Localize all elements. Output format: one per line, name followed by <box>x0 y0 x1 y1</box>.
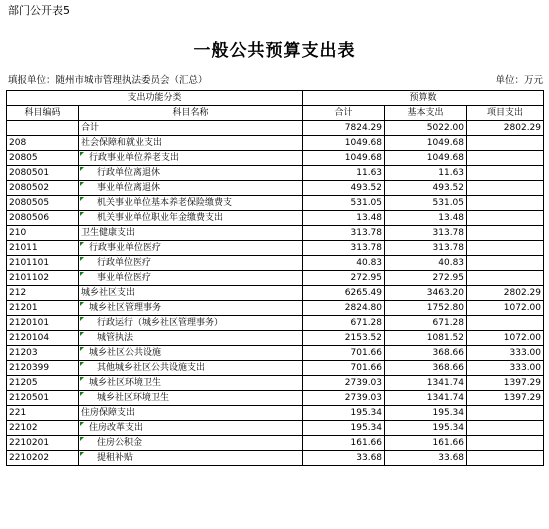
subject-name-cell <box>79 166 303 181</box>
subject-name-cell <box>79 346 303 361</box>
project-expense-cell <box>467 241 544 256</box>
total-amount-cell: 13.48 <box>303 211 385 226</box>
table-row <box>7 316 544 331</box>
basic-expense-cell: 195.34 <box>385 406 467 421</box>
subject-code-cell: 210 <box>7 226 79 241</box>
subject-name-text: 机关事业单位基本养老保险缴费支 <box>97 198 233 208</box>
total-amount-cell: 313.78 <box>303 241 385 256</box>
table-row <box>7 286 544 301</box>
project-expense-cell <box>467 151 544 166</box>
filing-unit: 填报单位：随州市城市管理执法委员会（汇总） <box>8 75 208 86</box>
subject-name-text: 行政运行（城乡社区管理事务） <box>97 318 224 328</box>
subject-name-text: 机关事业单位职业年金缴费支出 <box>97 213 224 223</box>
project-expense-cell <box>467 166 544 181</box>
header-project: 项目支出 <box>467 106 544 121</box>
currency-unit: 单位：万元 <box>495 75 543 86</box>
subject-name-text: 城管执法 <box>97 333 134 343</box>
total-amount-cell: 2153.52 <box>303 331 385 346</box>
project-expense-cell: 333.00 <box>467 361 544 376</box>
total-amount-cell: 701.66 <box>303 346 385 361</box>
subject-name-text: 城乡社区环境卫生 <box>89 378 162 388</box>
subject-code-cell <box>7 121 79 136</box>
subject-code-cell: 2101101 <box>7 256 79 271</box>
basic-expense-cell: 11.63 <box>385 166 467 181</box>
table-row <box>7 376 544 391</box>
total-amount-cell: 33.68 <box>303 451 385 466</box>
comment-marker-icon <box>80 332 84 336</box>
subject-code-cell: 2080505 <box>7 196 79 211</box>
basic-expense-cell: 272.95 <box>385 271 467 286</box>
subject-name-text: 城乡社区支出 <box>81 288 136 298</box>
table-row <box>7 181 544 196</box>
total-amount-cell: 493.52 <box>303 181 385 196</box>
subject-code-cell: 21011 <box>7 241 79 256</box>
subject-name-text: 住房保障支出 <box>81 408 136 418</box>
project-expense-cell: 2802.29 <box>467 121 544 136</box>
subject-name-text: 住房公积金 <box>97 438 143 448</box>
total-amount-cell: 7824.29 <box>303 121 385 136</box>
subject-code-cell: 21205 <box>7 376 79 391</box>
project-expense-cell <box>467 316 544 331</box>
total-amount-cell: 40.83 <box>303 256 385 271</box>
table-row <box>7 331 544 346</box>
subject-name-text: 城乡社区管理事务 <box>89 303 162 313</box>
comment-marker-icon <box>80 212 84 216</box>
subject-name-cell <box>79 331 303 346</box>
project-expense-cell: 333.00 <box>467 346 544 361</box>
project-expense-cell: 2802.29 <box>467 286 544 301</box>
subject-code-cell: 208 <box>7 136 79 151</box>
page-title: 一般公共预算支出表 <box>193 41 356 61</box>
subject-name-cell <box>79 376 303 391</box>
comment-marker-icon <box>80 422 84 426</box>
subject-name-cell <box>79 181 303 196</box>
subject-name-cell <box>79 391 303 406</box>
budget-table <box>6 90 544 466</box>
subject-code-cell: 2101102 <box>7 271 79 286</box>
subject-name-text: 事业单位离退休 <box>97 183 161 193</box>
comment-marker-icon <box>80 302 84 306</box>
table-body <box>7 121 544 466</box>
total-amount-cell: 2739.03 <box>303 391 385 406</box>
project-expense-cell <box>467 181 544 196</box>
subject-name-cell <box>79 226 303 241</box>
subject-code-cell: 2120501 <box>7 391 79 406</box>
comment-marker-icon <box>80 272 84 276</box>
header-code: 科目编码 <box>7 106 79 121</box>
table-row <box>7 301 544 316</box>
comment-marker-icon <box>80 167 84 171</box>
basic-expense-cell: 1341.74 <box>385 376 467 391</box>
total-amount-cell: 6265.49 <box>303 286 385 301</box>
subject-name-text: 行政单位离退休 <box>97 168 161 178</box>
subject-name-cell <box>79 421 303 436</box>
header-name: 科目名称 <box>79 106 303 121</box>
subject-name-text: 提租补贴 <box>97 453 134 463</box>
comment-marker-icon <box>80 182 84 186</box>
comment-marker-icon <box>80 257 84 261</box>
header-budget-amount: 预算数 <box>303 91 544 106</box>
subject-name-cell <box>79 301 303 316</box>
subject-name-cell <box>79 406 303 421</box>
basic-expense-cell: 3463.20 <box>385 286 467 301</box>
subject-code-cell: 20805 <box>7 151 79 166</box>
project-expense-cell: 1072.00 <box>467 301 544 316</box>
total-amount-cell: 272.95 <box>303 271 385 286</box>
basic-expense-cell: 493.52 <box>385 181 467 196</box>
subject-name-cell <box>79 196 303 211</box>
table-row <box>7 196 544 211</box>
report-number-label: 部门公开表5 <box>8 4 70 17</box>
total-amount-cell: 195.34 <box>303 406 385 421</box>
project-expense-cell <box>467 211 544 226</box>
subject-name-text: 社会保障和就业支出 <box>81 138 163 148</box>
subject-code-cell: 2210202 <box>7 451 79 466</box>
project-expense-cell: 1072.00 <box>467 331 544 346</box>
subject-name-cell <box>79 286 303 301</box>
project-expense-cell <box>467 256 544 271</box>
basic-expense-cell: 195.34 <box>385 421 467 436</box>
total-amount-cell: 2824.80 <box>303 301 385 316</box>
table-row <box>7 391 544 406</box>
subject-name-text: 行政事业单位养老支出 <box>89 153 180 163</box>
subject-name-cell <box>79 316 303 331</box>
table-row <box>7 211 544 226</box>
total-amount-cell: 671.28 <box>303 316 385 331</box>
subject-code-cell: 21203 <box>7 346 79 361</box>
subject-code-cell: 2120101 <box>7 316 79 331</box>
table-row <box>7 346 544 361</box>
subject-code-cell: 221 <box>7 406 79 421</box>
subject-name-text: 其他城乡社区公共设施支出 <box>97 363 206 373</box>
subject-code-cell: 212 <box>7 286 79 301</box>
subject-code-cell: 2120399 <box>7 361 79 376</box>
table-row <box>7 406 544 421</box>
comment-marker-icon <box>80 317 84 321</box>
subject-code-cell: 21201 <box>7 301 79 316</box>
subject-name-text: 住房改革支出 <box>89 423 144 433</box>
basic-expense-cell: 1049.68 <box>385 151 467 166</box>
subject-name-cell <box>79 256 303 271</box>
header-total: 合计 <box>303 106 385 121</box>
subject-name-cell <box>79 121 303 136</box>
table-row <box>7 121 544 136</box>
comment-marker-icon <box>80 377 84 381</box>
comment-marker-icon <box>80 347 84 351</box>
subject-name-text: 合计 <box>81 123 100 133</box>
subject-name-cell <box>79 151 303 166</box>
subject-name-cell <box>79 211 303 226</box>
subject-name-cell <box>79 241 303 256</box>
project-expense-cell <box>467 421 544 436</box>
comment-marker-icon <box>80 452 84 456</box>
table-row <box>7 436 544 451</box>
total-amount-cell: 531.05 <box>303 196 385 211</box>
basic-expense-cell: 1752.80 <box>385 301 467 316</box>
subject-name-text: 卫生健康支出 <box>81 228 136 238</box>
total-amount-cell: 1049.68 <box>303 151 385 166</box>
total-amount-cell: 313.78 <box>303 226 385 241</box>
basic-expense-cell: 313.78 <box>385 241 467 256</box>
project-expense-cell <box>467 136 544 151</box>
table-row <box>7 271 544 286</box>
total-amount-cell: 11.63 <box>303 166 385 181</box>
subject-name-text: 城乡社区公共设施 <box>89 348 162 358</box>
project-expense-cell <box>467 226 544 241</box>
subject-name-cell <box>79 361 303 376</box>
table-row <box>7 151 544 166</box>
table-row <box>7 361 544 376</box>
basic-expense-cell: 161.66 <box>385 436 467 451</box>
table-row <box>7 226 544 241</box>
basic-expense-cell: 671.28 <box>385 316 467 331</box>
subject-code-cell: 22102 <box>7 421 79 436</box>
project-expense-cell <box>467 436 544 451</box>
subject-name-text: 行政事业单位医疗 <box>89 243 162 253</box>
total-amount-cell: 161.66 <box>303 436 385 451</box>
total-amount-cell: 195.34 <box>303 421 385 436</box>
subject-name-cell <box>79 451 303 466</box>
subject-code-cell: 2080502 <box>7 181 79 196</box>
header-function-classification: 支出功能分类 <box>7 91 303 106</box>
basic-expense-cell: 368.66 <box>385 361 467 376</box>
subject-name-text: 城乡社区环境卫生 <box>97 393 170 403</box>
subject-name-text: 事业单位医疗 <box>97 273 152 283</box>
project-expense-cell <box>467 451 544 466</box>
subject-name-cell <box>79 136 303 151</box>
basic-expense-cell: 5022.00 <box>385 121 467 136</box>
table-row <box>7 136 544 151</box>
basic-expense-cell: 1341.74 <box>385 391 467 406</box>
comment-marker-icon <box>80 242 84 246</box>
basic-expense-cell: 368.66 <box>385 346 467 361</box>
basic-expense-cell: 531.05 <box>385 196 467 211</box>
table-row <box>7 256 544 271</box>
subject-code-cell: 2080501 <box>7 166 79 181</box>
comment-marker-icon <box>80 392 84 396</box>
table-row <box>7 241 544 256</box>
subject-code-cell: 2080506 <box>7 211 79 226</box>
project-expense-cell <box>467 196 544 211</box>
comment-marker-icon <box>80 197 84 201</box>
comment-marker-icon <box>80 152 84 156</box>
subject-name-text: 行政单位医疗 <box>97 258 152 268</box>
table-row <box>7 166 544 181</box>
table-row <box>7 421 544 436</box>
basic-expense-cell: 13.48 <box>385 211 467 226</box>
total-amount-cell: 701.66 <box>303 361 385 376</box>
comment-marker-icon <box>80 362 84 366</box>
basic-expense-cell: 33.68 <box>385 451 467 466</box>
basic-expense-cell: 1081.52 <box>385 331 467 346</box>
subject-name-cell <box>79 436 303 451</box>
total-amount-cell: 2739.03 <box>303 376 385 391</box>
header-basic: 基本支出 <box>385 106 467 121</box>
total-amount-cell: 1049.68 <box>303 136 385 151</box>
project-expense-cell <box>467 271 544 286</box>
basic-expense-cell: 40.83 <box>385 256 467 271</box>
table-row <box>7 451 544 466</box>
comment-marker-icon <box>80 437 84 441</box>
basic-expense-cell: 1049.68 <box>385 136 467 151</box>
project-expense-cell: 1397.29 <box>467 376 544 391</box>
project-expense-cell <box>467 406 544 421</box>
subject-code-cell: 2210201 <box>7 436 79 451</box>
project-expense-cell: 1397.29 <box>467 391 544 406</box>
subject-name-cell <box>79 271 303 286</box>
basic-expense-cell: 313.78 <box>385 226 467 241</box>
subject-code-cell: 2120104 <box>7 331 79 346</box>
